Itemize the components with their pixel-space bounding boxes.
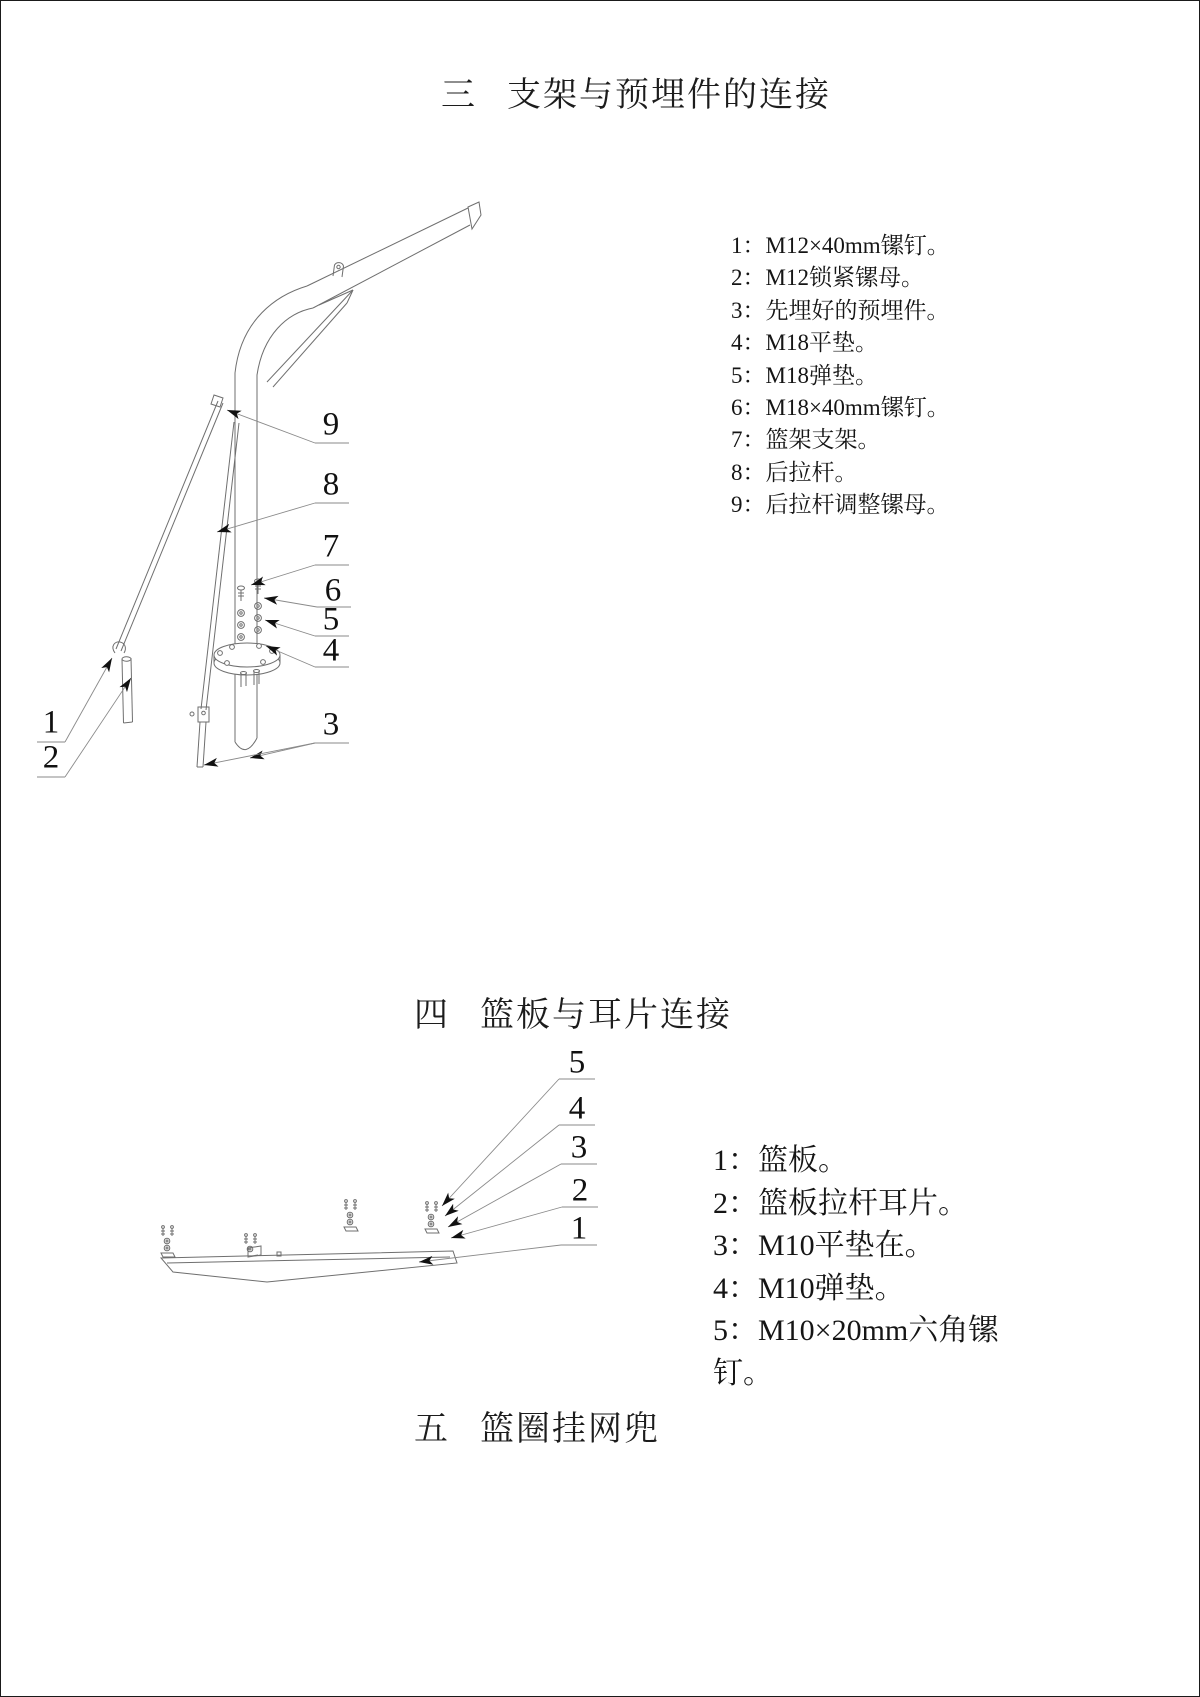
parts-list-item: 4：M10弹垫。 xyxy=(713,1271,905,1305)
section3-number: 三 xyxy=(441,77,477,114)
callout-5b: 5 xyxy=(568,1044,586,1081)
callout-4b: 4 xyxy=(568,1090,586,1127)
bracket-assembly-drawing xyxy=(113,202,481,767)
parts-list-item: 6：M18×40mm镙钉。 xyxy=(731,395,950,421)
parts-list-item: 2：篮板拉杆耳片。 xyxy=(713,1186,968,1220)
callout-3b: 3 xyxy=(570,1129,588,1166)
hardware-stack xyxy=(244,1234,257,1252)
section3-title-text: 支架与预埋件的连接 xyxy=(507,77,831,114)
callout-4: 4 xyxy=(322,632,340,669)
callout-9: 9 xyxy=(322,406,340,443)
hardware-stack xyxy=(161,1226,175,1257)
section3-parts-list xyxy=(731,230,950,522)
hardware-stack xyxy=(344,1200,358,1231)
callout-3: 3 xyxy=(322,706,340,743)
parts-list-item: 2：M12锁紧镙母。 xyxy=(731,265,924,291)
callout-7: 7 xyxy=(322,528,340,565)
section4-title xyxy=(414,987,732,1036)
parts-list-item: 7：篮架支架。 xyxy=(731,427,881,453)
section5-title-text: 篮圈挂网兜 xyxy=(480,1411,660,1448)
section3-title xyxy=(441,67,831,116)
diagram1-callout-leaders xyxy=(37,406,351,777)
section4-number: 四 xyxy=(414,997,450,1034)
callout-1b: 1 xyxy=(570,1210,588,1247)
hardware-stack xyxy=(425,1202,439,1233)
callout-6: 6 xyxy=(324,572,342,609)
parts-list-item: 1：M12×40mm镙钉。 xyxy=(731,233,950,258)
callout-2: 2 xyxy=(42,739,60,776)
callout-1: 1 xyxy=(42,704,60,741)
parts-list-item: 1：篮板。 xyxy=(713,1144,848,1177)
callout-5: 5 xyxy=(322,601,340,638)
section4-title-text: 篮板与耳片连接 xyxy=(480,997,732,1034)
section5-number: 五 xyxy=(414,1411,450,1448)
parts-list-item: 3：先埋好的预埋件。 xyxy=(731,297,950,323)
section5-title xyxy=(414,1401,660,1450)
parts-list-item: 5：M18弹垫。 xyxy=(731,362,878,388)
parts-list-item: 9：后拉杆调整镙母。 xyxy=(731,492,950,518)
backboard-drawing xyxy=(161,1200,457,1282)
parts-list-item: 5：M10×20mm六角镙 xyxy=(713,1314,999,1348)
parts-list-item: 8：后拉杆。 xyxy=(731,459,858,485)
callout-8: 8 xyxy=(322,466,340,503)
parts-list-item: 钉。 xyxy=(713,1356,773,1390)
parts-list-item: 3：M10平垫在。 xyxy=(713,1229,935,1263)
callout-2b: 2 xyxy=(571,1172,589,1209)
parts-list-item: 4：M18平垫。 xyxy=(731,330,878,356)
section4-parts-list xyxy=(713,1140,998,1396)
